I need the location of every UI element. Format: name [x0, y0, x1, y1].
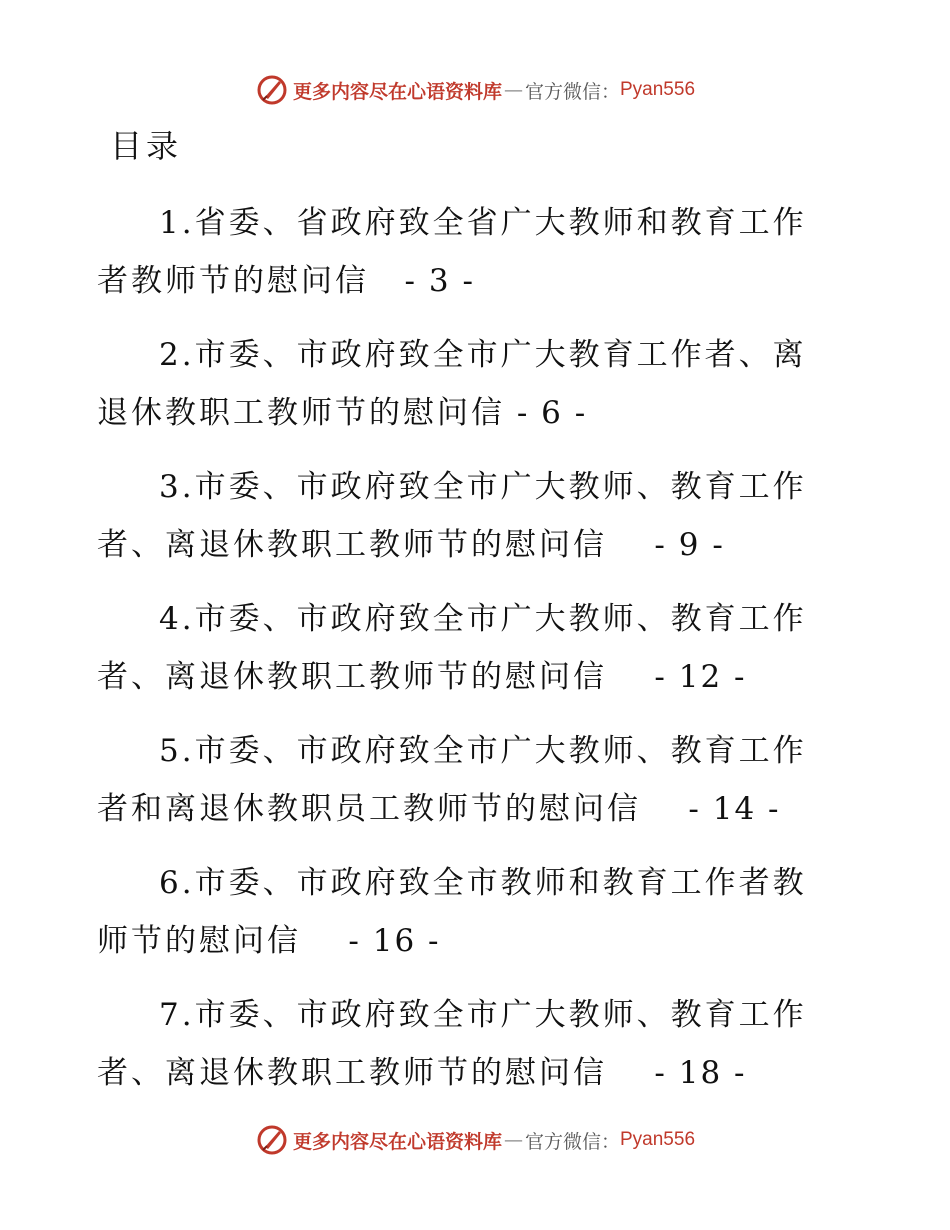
quill-logo-icon: [255, 73, 289, 107]
watermark-dash: —: [503, 79, 523, 101]
toc-title: 目录: [110, 127, 183, 165]
toc-entry-text: 7.市委、市政府致全市广大教师、教育工作者、离退休教职工教师节的慰问信: [97, 997, 807, 1091]
toc-entry-page: - 6 -: [505, 395, 588, 431]
toc-entry-6[interactable]: [97, 854, 837, 970]
toc-list: [97, 194, 837, 1118]
toc-entry-page: - 3 -: [369, 263, 475, 299]
toc-entry-5[interactable]: [97, 722, 837, 838]
watermark-dash: —: [503, 1129, 523, 1151]
toc-entry-text: 5.市委、市政府致全市广大教师、教育工作者和离退休教职员工教师节的慰问信: [97, 733, 807, 827]
toc-entry-page: - 9 -: [607, 527, 725, 563]
header-watermark: [0, 68, 950, 112]
toc-entry-page: - 16 -: [301, 923, 441, 959]
toc-entry-text: 1.省委、省政府致全省广大教师和教育工作者教师节的慰问信: [97, 205, 807, 299]
toc-entry-page: - 14 -: [641, 791, 781, 827]
toc-entry-3[interactable]: [97, 458, 837, 574]
toc-entry-text: 3.市委、市政府致全市广大教师、教育工作者、离退休教职工教师节的慰问信: [97, 469, 807, 563]
watermark-site-text: 更多内容尽在心语资料库: [292, 80, 502, 103]
watermark-wechat-id: Pyan556: [620, 79, 696, 100]
toc-entry-2[interactable]: [97, 326, 837, 442]
watermark-site-text: 更多内容尽在心语资料库: [292, 1130, 502, 1153]
watermark-wechat-label: 官方微信：: [524, 80, 620, 103]
watermark-wechat-label: 官方微信：: [524, 1130, 620, 1153]
quill-logo-icon: [255, 1123, 289, 1157]
footer-watermark: [0, 1118, 950, 1162]
toc-entry-7[interactable]: [97, 986, 837, 1102]
toc-entry-page: - 12 -: [607, 659, 747, 695]
toc-entry-text: 6.市委、市政府致全市教师和教育工作者教师节的慰问信: [97, 865, 807, 959]
toc-entry-4[interactable]: [97, 590, 837, 706]
toc-entry-1[interactable]: [97, 194, 837, 310]
toc-entry-text: 2.市委、市政府致全市广大教育工作者、离退休教职工教师节的慰问信: [97, 337, 807, 431]
toc-entry-text: 4.市委、市政府致全市广大教师、教育工作者、离退休教职工教师节的慰问信: [97, 601, 807, 695]
watermark-wechat-id: Pyan556: [620, 1129, 696, 1150]
toc-entry-page: - 18 -: [607, 1055, 747, 1091]
